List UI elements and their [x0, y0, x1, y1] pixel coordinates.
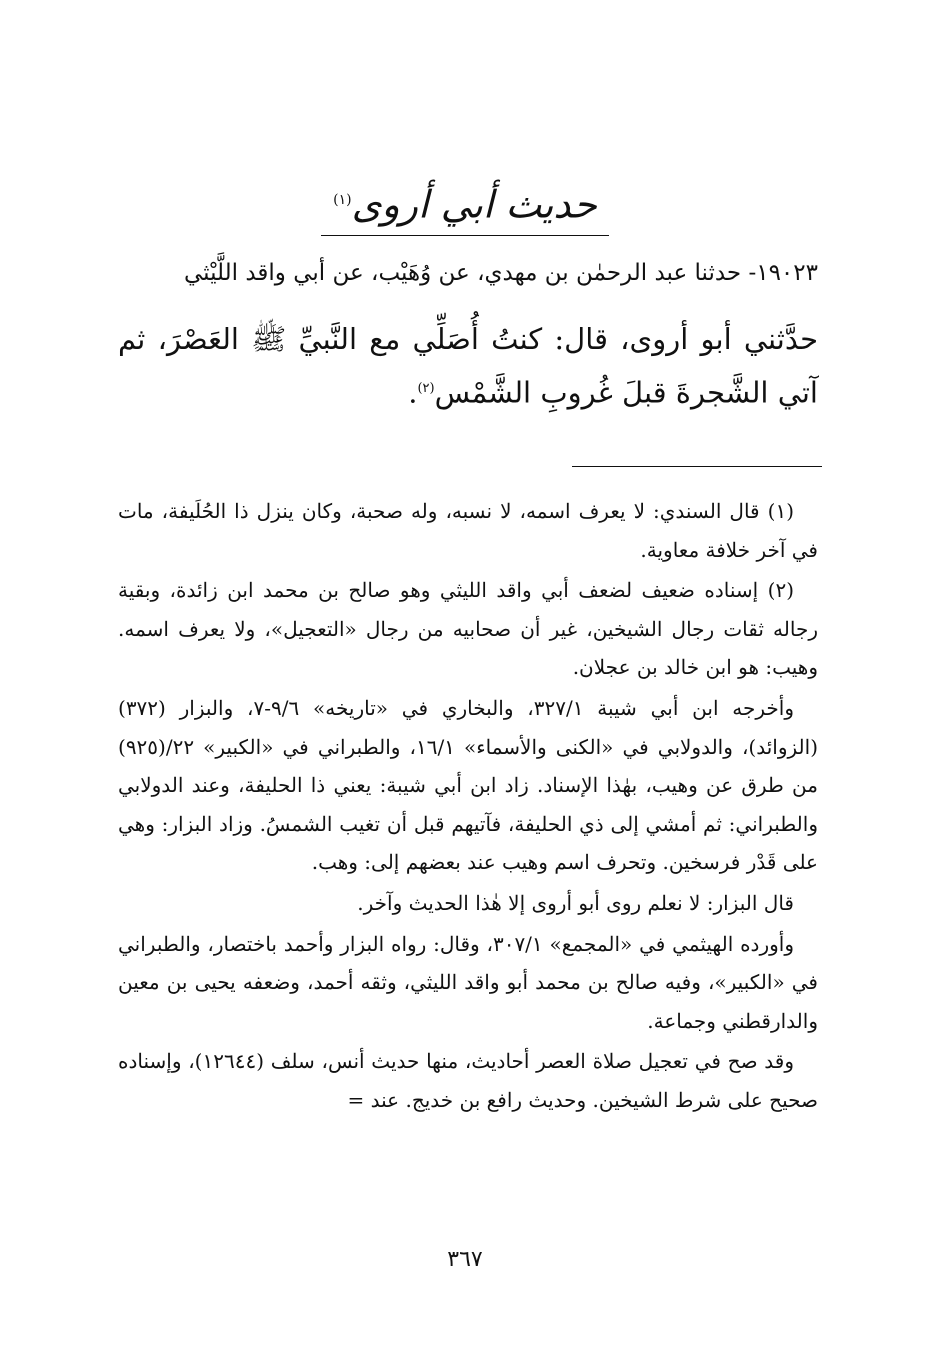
chapter-title [321, 170, 609, 236]
hadith-end-mark: . [408, 375, 418, 410]
footnote-ref-1: (١) [333, 192, 352, 208]
hadith-text [118, 250, 818, 418]
hadith-isnad: ١٩٠٢٣- حدثنا عبد الرحمٰن بن مهدي، عن وُهَيْب، عن أبي واقد اللَّيْثي [183, 260, 818, 286]
footnote-2-bazzar: قال البزار: لا نعلم روى أبو أروى إلا هٰذا الحديث وآخر. [357, 890, 794, 915]
hadith-matn [118, 314, 818, 418]
footnote-1: (١) قال السندي: لا يعرف اسمه، لا نسبه، وله صحبة، وكان ينزل ذا الحُلَيفة، مات في آخر خلافة معاوية. [118, 499, 818, 562]
page-number: ٣٦٧ [447, 1247, 483, 1272]
chapter-title-text: حديث أبي أروى [351, 182, 597, 227]
hadith-matn-text: حدَّثني أبو أروى، قال: كنتُ أُصَلِّي مع النَّبيِّ ﷺ العَصْرَ، ثم آتي الشَّجرةَ قبلَ غُروبِ الشَّمْس [118, 322, 818, 410]
footnote-2-haythami: وأورده الهيثمي في «المجمع» ٣٠٧/١، وقال: رواه البزار وأحمد باختصار، والطبراني في «الكبير»، وفيه صالح بن محمد أبو واقد الليثي، وثقه أحمد، وضعفه يحيى بن معين والدارقطني وجماعة. [118, 931, 818, 1033]
footnote-2-takhrij: وأخرجه ابن أبي شيبة ٣٢٧/١، والبخاري في «تاريخه» ٩/٦-٧، والبزار (٣٧٢) (الزوائد)، والدولابي في «الكنى والأسماء» ١٦/١، والطبراني في «الكبير» ٢٢/(٩٢٥) من طرق عن وهيب، بهٰذا الإسناد. زاد ابن أبي شيبة: يعني ذا الحليفة، وعند الدولابي والطبراني: ثم أمشي إلى ذي الحليفة، فآتيهم قبل أن تغيب الشمسُ. وزاد البزار: وهي على قَدْر فرسخين. وتحرف اسم وهيب عند بعضهم إلى: وهب. [118, 695, 819, 875]
footnote-2: (٢) إسناده ضعيف لضعف أبي واقد الليثي وهو صالح بن محمد ابن زائدة، وبقية رجاله ثقات رجال الشيخين، غير أن صحابيه من رجال «التعجيل»، ولا يعرف اسمه. وهيب: هو ابن خالد بن عجلان. [118, 578, 818, 680]
footnote-separator [572, 466, 822, 467]
footnote-ref-2: (٢) [417, 381, 435, 396]
footnotes [118, 492, 818, 1122]
footnote-2-related: وقد صح في تعجيل صلاة العصر أحاديث، منها حديث أنس، سلف (١٢٦٤٤)، وإسناده صحيح على شرط الشيخين. وحديث رافع بن خديج. عند = [118, 1049, 818, 1112]
chapter-heading [250, 170, 680, 236]
